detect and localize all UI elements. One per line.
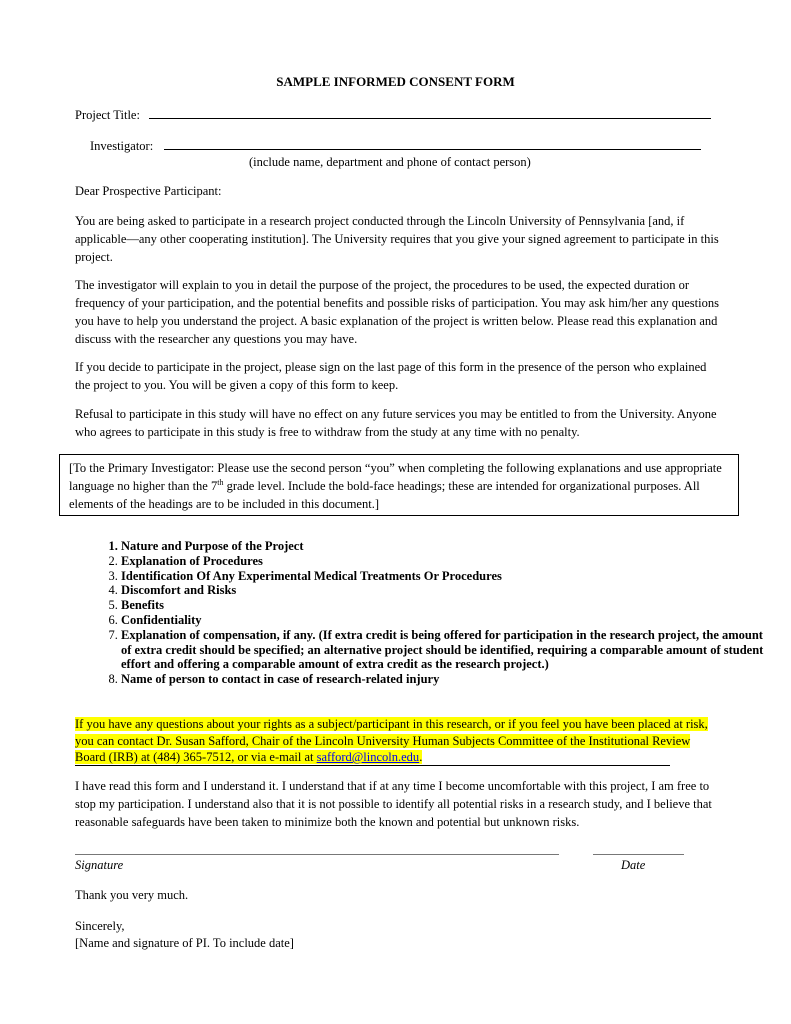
intro-paragraph: You are being asked to participate in a research project conducted through the Lincoln University of Pennsylvania [and, if applicable—any other cooperating institution]. The University requires that you give your signed agreement to participate in this project. [75, 214, 719, 264]
sincerely-text: Sincerely, [75, 919, 125, 933]
contact-text [75, 717, 708, 764]
list-item: 6. Confidentiality [121, 613, 771, 628]
page-title: SAMPLE INFORMED CONSENT FORM [276, 74, 515, 89]
date-label: Date [621, 858, 646, 872]
explanation-paragraph: The investigator will explain to you in detail the purpose of the project, the procedures to be used, the expected duration or frequency of your participation, and the potential benefits and possible risks of participation. You may ask him/her any questions you have to help you understand the project. A basic explanation of the project is written below. Please read this explanation and discuss with the researcher any questions you may have. [75, 278, 719, 346]
thanks-text: Thank you very much. [75, 888, 189, 902]
signature-line[interactable] [75, 854, 559, 855]
list-item: 4. Discomfort and Risks [121, 583, 771, 598]
instruction-box [59, 454, 739, 516]
contact-email-link[interactable]: safford@lincoln.edu [316, 750, 420, 764]
investigator-note: (include name, department and phone of contact person) [249, 155, 531, 169]
contact-end: . [419, 750, 423, 764]
list-item: 3. Identification Of Any Experimental Medical Treatments Or Procedures [121, 569, 771, 584]
list-item: 2. Explanation of Procedures [121, 554, 771, 569]
list-item: 5. Benefits [121, 598, 771, 613]
contact-paragraph [75, 716, 720, 766]
instruction-superscript: th [217, 477, 224, 487]
pi-note: [Name and signature of PI. To include date] [75, 936, 294, 950]
list-item: 1. Nature and Purpose of the Project [121, 539, 771, 554]
agreement-paragraph: I have read this form and I understand it. I understand that if at any time I become uncomfortable with this project, I am free to stop my participation. I understand also that it is not possible to identify all potential risks in a research study, and I believe that reasonable safeguards have been taken to minimize both the known and potential but unknown risks. [75, 779, 712, 829]
project-title-blank[interactable] [149, 106, 711, 119]
participation-paragraph: If you decide to participate in the project, please sign on the last page of this form in the presence of the person who explained the project to you. You will be given a copy of this form to keep. [75, 360, 707, 392]
investigator-label: Investigator: [90, 139, 154, 153]
contact-body: If you have any questions about your rights as a subject/participant in this research, or if you feel you have been placed at risk, you can contact Dr. Susan Safford, Chair of the Lincoln University Human Subjects Committee of the Institutional Review Board (IRB) at (484) 365-7512, or via e-mail at [75, 717, 708, 764]
salutation: Dear Prospective Participant: [75, 184, 222, 198]
project-title-field [75, 106, 711, 124]
list-item: 8. Name of person to contact in case of research-related injury [121, 672, 771, 687]
instruction-text-2: grade level. Include the bold-face headings; these are intended for organizational purposes. All elements of the headings are to be included in this document.] [69, 479, 700, 511]
investigator-blank[interactable] [164, 137, 701, 150]
date-line[interactable] [593, 854, 684, 855]
list-item: 7. Explanation of compensation, if any. (If extra credit is being offered for participation in the research project, the amount of extra credit should be specified; an alternative project should be identified, requiring a comparable amount of student effort and offering a comparable amount of extra credit as the research project.) [121, 628, 771, 672]
project-title-label: Project Title: [75, 108, 140, 122]
signature-label: Signature [75, 858, 124, 872]
section-divider [75, 765, 670, 766]
instruction-text-1: [To the Primary Investigator: Please use the second person “you” when completing the following explanations and use appropriate language no higher than the 7 [69, 461, 722, 493]
headings-list [75, 539, 771, 687]
refusal-paragraph: Refusal to participate in this study will have no effect on any future services you may be entitled to from the University. Anyone who agrees to participate in this study is free to withdraw from the study at any time with no penalty. [75, 407, 717, 439]
